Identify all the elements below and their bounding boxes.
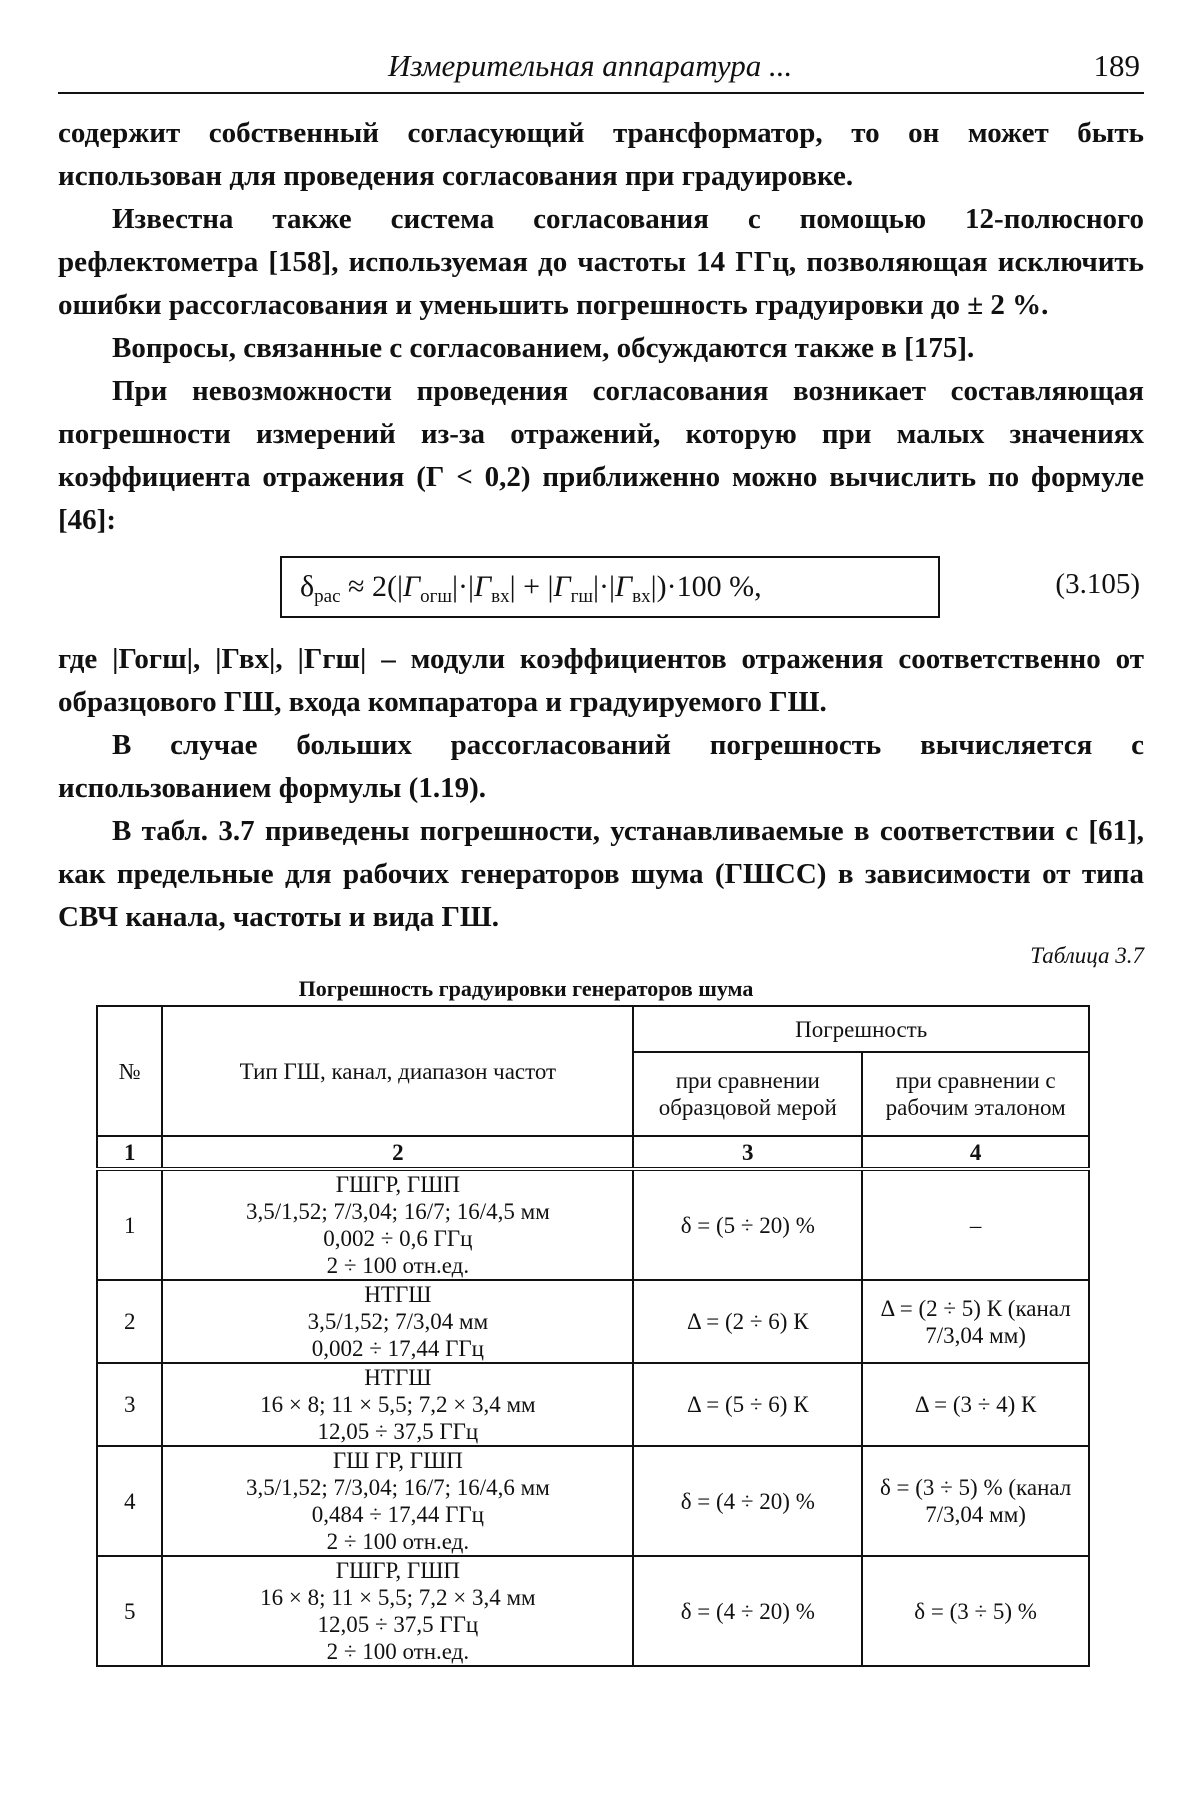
type-line: 3,5/1,52; 7/3,04 мм	[307, 1309, 489, 1334]
row-error-reference: δ = (4 ÷ 20) %	[633, 1556, 862, 1666]
type-line: НТГШ	[364, 1365, 432, 1390]
row-type	[162, 1280, 633, 1363]
error-table	[96, 1005, 1090, 1667]
type-line: 2 ÷ 100 отн.ед.	[326, 1253, 470, 1278]
paragraph: содержит собственный согласующий трансформатор, то он может быть использован для проведения согласования при градуировке.	[58, 117, 1144, 192]
head-error: Погрешность	[633, 1006, 1089, 1052]
type-line: 16 × 8; 11 × 5,5; 7,2 × 3,4 мм	[260, 1585, 536, 1610]
formula-number: (3.105)	[1055, 568, 1140, 600]
col-number: 2	[162, 1136, 633, 1169]
table-caption: Погрешность градуировки генераторов шума	[298, 976, 754, 1001]
type-line: 16 × 8; 11 × 5,5; 7,2 × 3,4 мм	[260, 1392, 536, 1417]
head-sub-working: при сравнении с рабочим эталоном	[862, 1052, 1089, 1136]
row-number: 1	[97, 1169, 162, 1280]
type-line: ГШГР, ГШП	[335, 1558, 461, 1583]
col-number: 4	[862, 1136, 1089, 1169]
paragraph: Вопросы, связанные с согласованием, обсуждаются также в [175].	[112, 332, 975, 364]
row-number: 3	[97, 1363, 162, 1446]
head-type: Тип ГШ, канал, диапазон частот	[162, 1006, 633, 1136]
running-title: Измерительная аппаратура ...	[388, 48, 793, 83]
head-num: №	[97, 1006, 162, 1136]
table-row	[97, 1446, 1089, 1556]
col-number: 3	[633, 1136, 862, 1169]
row-error-working: δ = (3 ÷ 5) % (канал 7/3,04 мм)	[862, 1446, 1089, 1556]
book-page	[58, 40, 1144, 1667]
paragraph: При невозможности проведения согласования возникает составляющая погрешности измерений из-за отражений, которую при малых значениях коэффициента отражения (Г < 0,2) приближенно можно вычислить по формуле [46]:	[58, 375, 1144, 536]
head-sub-reference: при сравнении образцовой мерой	[633, 1052, 862, 1136]
formula-row	[58, 552, 1144, 630]
row-type	[162, 1169, 633, 1280]
row-number: 2	[97, 1280, 162, 1363]
paragraph: Известна также система согласования с помощью 12-полюсного рефлектометра [158], используемая до частоты 14 ГГц, позволяющая исключить ошибки рассогласования и уменьшить погрешность градуировки до ± 2 %.	[58, 203, 1144, 321]
paragraph: В случае больших рассогласований погрешность вычисляется с использованием формулы (1.19).	[58, 729, 1144, 804]
table-row	[97, 1363, 1089, 1446]
type-line: 12,05 ÷ 37,5 ГГц	[317, 1612, 479, 1637]
type-line: 3,5/1,52; 7/3,04; 16/7; 16/4,5 мм	[245, 1199, 550, 1224]
type-line: ГШ ГР, ГШП	[332, 1448, 463, 1473]
paragraph: где |Гогш|, |Гвх|, |Ггш| – модули коэффициентов отражения соответственно от образцового ГШ, входа компаратора и градуируемого ГШ.	[58, 643, 1144, 718]
type-line: НТГШ	[364, 1282, 432, 1307]
row-number: 5	[97, 1556, 162, 1666]
type-line: 12,05 ÷ 37,5 ГГц	[317, 1419, 479, 1444]
row-error-reference: Δ = (5 ÷ 6) К	[633, 1363, 862, 1446]
type-line: 2 ÷ 100 отн.ед.	[326, 1639, 470, 1664]
row-error-working: –	[862, 1169, 1089, 1280]
type-line: 3,5/1,52; 7/3,04; 16/7; 16/4,6 мм	[245, 1475, 550, 1500]
row-type	[162, 1363, 633, 1446]
row-error-reference: δ = (4 ÷ 20) %	[633, 1446, 862, 1556]
page-number: 189	[1093, 48, 1140, 83]
formula-3-105: $\delta_{рас} \approx 2(|Г_{огш}|\cdot|Г_{вх}| + |Г_{гш}|\cdot|Г_{вх}|)\cdot 100$ %,	[280, 556, 940, 618]
row-error-working: δ = (3 ÷ 5) %	[862, 1556, 1089, 1666]
running-header	[58, 40, 1144, 94]
type-line: 0,002 ÷ 0,6 ГГц	[323, 1226, 473, 1251]
table-row	[97, 1556, 1089, 1666]
table-row	[97, 1280, 1089, 1363]
col-number: 1	[97, 1136, 162, 1169]
row-number: 4	[97, 1446, 162, 1556]
type-line: 2 ÷ 100 отн.ед.	[326, 1529, 470, 1554]
type-line: ГШГР, ГШП	[335, 1172, 461, 1197]
type-line: 0,484 ÷ 17,44 ГГц	[311, 1502, 484, 1527]
row-type	[162, 1446, 633, 1556]
row-error-reference: δ = (5 ÷ 20) %	[633, 1169, 862, 1280]
row-type	[162, 1556, 633, 1666]
paragraph: В табл. 3.7 приведены погрешности, устанавливаемые в соответствии с [61], как предельные для рабочих генераторов шума (ГШСС) в зависимости от типа СВЧ канала, частоты и вида ГШ.	[58, 815, 1144, 933]
table-row	[97, 1169, 1089, 1280]
type-line: 0,002 ÷ 17,44 ГГц	[311, 1336, 484, 1361]
table-label: Таблица 3.7	[1030, 943, 1144, 968]
row-error-working: Δ = (2 ÷ 5) К (канал 7/3,04 мм)	[862, 1280, 1089, 1363]
row-error-working: Δ = (3 ÷ 4) К	[862, 1363, 1089, 1446]
row-error-reference: Δ = (2 ÷ 6) К	[633, 1280, 862, 1363]
